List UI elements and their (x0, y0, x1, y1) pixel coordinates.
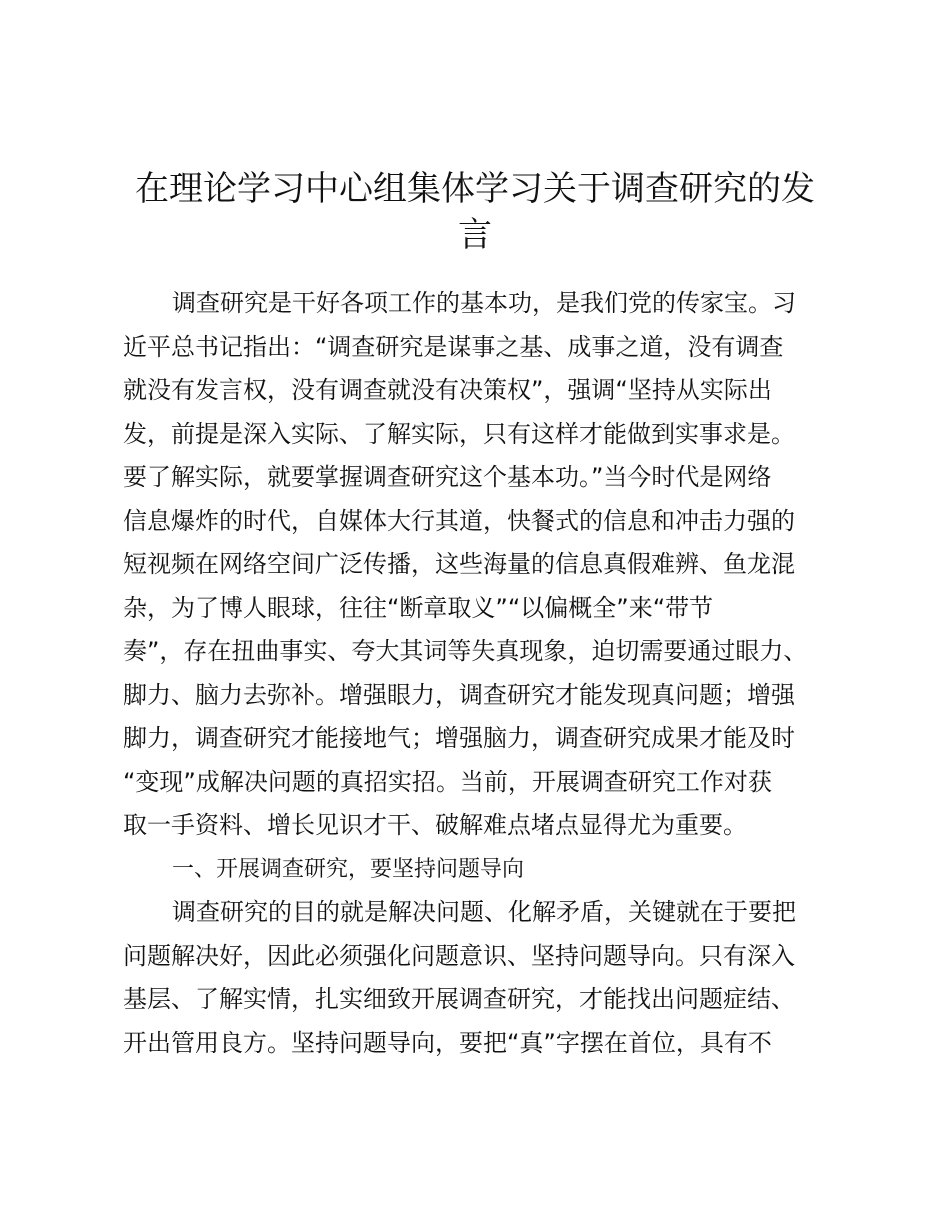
title-line-2: 言 (458, 215, 492, 255)
body-line: “变现”成解决问题的真招实招。当前，开展调查研究工作对获 (123, 767, 772, 796)
body-line: 基层、了解实情，扎实细致开展调查研究，才能找出问题症结、 (123, 985, 795, 1013)
body-line: 调查研究是干好各项工作的基本功，是我们党的传家宝。习 (172, 289, 796, 317)
document-title (120, 166, 830, 258)
body-line: 杂，为了博人眼球，往往“断章取义”“以偏概全”来“带节 (123, 593, 714, 622)
body-line: 近平总书记指出：“调查研究是谋事之基、成事之道，没有调查 (123, 332, 784, 361)
body-line: 开出管用良方。坚持问题导向，要把“真”字摆在首位，具有不 (123, 1028, 772, 1057)
body-line: 要了解实际，就要掌握调查研究这个基本功。”当今时代是网络 (123, 463, 772, 491)
body-line: 奏”，存在扭曲事实、夸大其词等失真现象，迫切需要通过眼力、 (123, 637, 808, 665)
body-line: 脚力，调查研究才能接地气；增强脑力，调查研究成果才能及时 (123, 724, 795, 752)
section-heading: 一、开展调查研究，要坚持问题导向 (172, 856, 525, 882)
title-line-1: 在理论学习中心组集体学习关于调查研究的发 (135, 169, 815, 209)
document-body (123, 282, 833, 1065)
body-line: 就没有发言权，没有调查就没有决策权”，强调“坚持从实际出 (123, 376, 772, 404)
body-line: 取一手资料、增长见识才干、破解难点堵点显得尤为重要。 (123, 811, 747, 839)
body-line: 短视频在网络空间广泛传播，这些海量的信息真假难辨、鱼龙混 (123, 550, 795, 578)
body-line: 脚力、脑力去弥补。增强眼力，调查研究才能发现真问题；增强 (123, 680, 795, 709)
body-line: 问题解决好，因此必须强化问题意识、坚持问题导向。只有深入 (123, 941, 795, 970)
body-line: 信息爆炸的时代，自媒体大行其道，快餐式的信息和冲击力强的 (123, 506, 795, 535)
body-line: 发，前提是深入实际、了解实际，只有这样才能做到实事求是。 (123, 419, 795, 448)
body-line: 调查研究的目的就是解决问题、化解矛盾，关键就在于要把 (172, 898, 796, 926)
